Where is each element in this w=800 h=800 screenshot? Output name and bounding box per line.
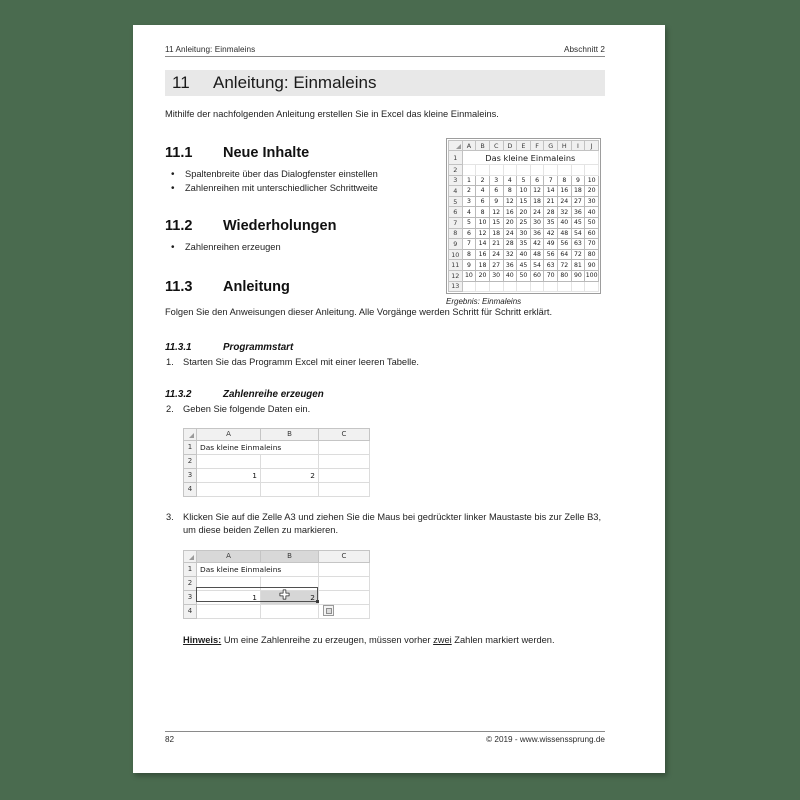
note-text-part1: Um eine Zahlenreihe zu erzeugen, müssen vorher xyxy=(221,634,434,645)
cell-f10[interactable]: 48 xyxy=(530,249,544,260)
cell-j6[interactable]: 40 xyxy=(585,207,599,218)
cell-g3[interactable]: 7 xyxy=(544,175,558,186)
cell-g10[interactable]: 56 xyxy=(544,249,558,260)
cell-a3[interactable]: 1 xyxy=(197,468,261,482)
table-row xyxy=(184,604,370,618)
column-header-b[interactable]: B xyxy=(261,428,319,440)
note-lead-label: Hinweis: xyxy=(183,634,222,645)
cell-b8[interactable]: 12 xyxy=(476,228,490,239)
cell-g7[interactable]: 35 xyxy=(544,217,558,228)
cell-empty[interactable] xyxy=(476,281,490,292)
cell-f3[interactable]: 6 xyxy=(530,175,544,186)
column-header-d[interactable]: D xyxy=(503,141,517,151)
cell-j12[interactable]: 100 xyxy=(585,272,598,280)
subsection-heading-zahlenreihe xyxy=(165,389,605,400)
cell-b4[interactable] xyxy=(261,604,319,618)
cell-c7[interactable]: 15 xyxy=(489,217,503,228)
running-header-right: Abschnitt 2 xyxy=(563,45,605,54)
column-header-a[interactable]: A xyxy=(197,428,261,440)
table-row xyxy=(184,440,370,454)
row-header-8[interactable]: 8 xyxy=(449,228,463,239)
column-header-row xyxy=(449,141,599,151)
cell-j9[interactable]: 70 xyxy=(585,239,599,250)
table-row xyxy=(449,239,599,250)
figure-einmaleins xyxy=(446,138,601,306)
cell-i4[interactable]: 18 xyxy=(571,186,585,197)
section-number-11-2: 11.2 xyxy=(165,218,193,235)
cell-f6[interactable]: 24 xyxy=(530,207,544,218)
cell-j8[interactable]: 60 xyxy=(585,228,599,239)
cell-empty[interactable] xyxy=(503,281,517,292)
cell-empty[interactable] xyxy=(517,281,531,292)
table-row xyxy=(449,196,599,207)
document-page xyxy=(133,25,665,773)
section-number-11-1: 11.1 xyxy=(165,145,193,162)
column-header-c[interactable]: C xyxy=(319,550,370,562)
note-text-part2: Zahlen markiert werden. xyxy=(451,634,555,645)
cell-i7[interactable]: 45 xyxy=(571,217,585,228)
cell-i6[interactable]: 36 xyxy=(571,207,585,218)
cell-c4[interactable]: 6 xyxy=(489,186,503,197)
cell-a12[interactable]: 10 xyxy=(462,270,476,281)
cell-a4[interactable] xyxy=(197,604,261,618)
table-row xyxy=(184,468,370,482)
cell-i3[interactable]: 9 xyxy=(571,175,585,186)
cell-b5[interactable]: 6 xyxy=(476,196,490,207)
row-header-2[interactable]: 2 xyxy=(184,454,197,468)
row-header-2[interactable]: 2 xyxy=(184,576,197,590)
cell-j5[interactable]: 30 xyxy=(585,196,599,207)
fill-handle[interactable] xyxy=(316,600,319,603)
cell-a3[interactable]: 1 xyxy=(462,175,476,186)
cell-d12[interactable]: 40 xyxy=(503,270,517,281)
section-title-11-2: Wiederholungen xyxy=(223,218,337,235)
cell-a2[interactable] xyxy=(197,576,261,590)
chapter-heading xyxy=(165,70,605,96)
column-header-b[interactable]: B xyxy=(261,550,319,562)
select-all-corner[interactable] xyxy=(184,550,197,562)
step-marker: 1. xyxy=(166,356,174,367)
autofill-options-icon[interactable] xyxy=(323,605,334,616)
figure-frame xyxy=(446,138,601,294)
row-header-4[interactable]: 4 xyxy=(184,604,197,618)
table-row xyxy=(449,281,599,292)
cell-b3[interactable]: 2 xyxy=(261,468,319,482)
column-header-f[interactable]: F xyxy=(530,141,544,151)
cell-e3[interactable]: 5 xyxy=(517,175,531,186)
column-header-e[interactable]: E xyxy=(517,141,531,151)
chapter-intro-paragraph: Mithilfe der nachfolgenden Anleitung erstellen Sie in Excel das kleine Einmaleins. xyxy=(165,109,499,119)
row-header-7[interactable]: 7 xyxy=(449,217,463,228)
table-row xyxy=(449,151,599,165)
cell-b2[interactable] xyxy=(261,576,319,590)
cell-empty[interactable] xyxy=(489,281,503,292)
row-header-4[interactable]: 4 xyxy=(184,482,197,496)
step-marker: 2. xyxy=(166,404,174,415)
select-all-corner[interactable] xyxy=(449,141,463,151)
cell-h9[interactable]: 56 xyxy=(558,239,572,250)
page-content xyxy=(165,45,605,645)
cell-a5[interactable]: 3 xyxy=(462,196,476,207)
cell-e5[interactable]: 15 xyxy=(517,196,531,207)
row-header-10[interactable]: 10 xyxy=(449,249,463,260)
numbered-step-1 xyxy=(165,356,605,369)
subsection-title-11-3-2: Zahlenreihe erzeugen xyxy=(223,389,324,401)
cell-e11[interactable]: 45 xyxy=(517,260,531,271)
cell-c5[interactable]: 9 xyxy=(489,196,503,207)
cell-e10[interactable]: 40 xyxy=(517,249,531,260)
row-header-5[interactable]: 5 xyxy=(449,196,463,207)
column-header-row xyxy=(184,550,370,562)
row-header-1[interactable]: 1 xyxy=(184,562,197,576)
cell-empty[interactable] xyxy=(489,165,503,176)
cell-h4[interactable]: 16 xyxy=(558,186,572,197)
cell-empty[interactable] xyxy=(558,165,572,176)
cell-a4[interactable] xyxy=(197,482,261,496)
column-header-a[interactable]: A xyxy=(197,550,261,562)
cell-d4[interactable]: 8 xyxy=(503,186,517,197)
cell-b3[interactable]: 2 xyxy=(476,175,490,186)
cell-c1[interactable] xyxy=(319,562,370,576)
cell-g8[interactable]: 42 xyxy=(544,228,558,239)
cell-e9[interactable]: 35 xyxy=(517,239,531,250)
cell-d3[interactable]: 4 xyxy=(503,175,517,186)
cell-empty[interactable] xyxy=(530,281,544,292)
cell-title-merged[interactable]: Das kleine Einmaleins xyxy=(462,151,598,165)
cell-g4[interactable]: 14 xyxy=(544,186,558,197)
subsection-number-11-3-1: 11.3.1 xyxy=(165,341,192,353)
cell-j10[interactable]: 80 xyxy=(585,249,599,260)
cell-e8[interactable]: 30 xyxy=(517,228,531,239)
spreadsheet-grid[interactable] xyxy=(183,428,370,497)
cell-i11[interactable]: 81 xyxy=(571,260,585,271)
step-text: Klicken Sie auf die Zelle A3 und ziehen Sie die Maus bei gedrückter linker Maustaste bis zur Zelle B3, um diese beiden Zellen zu markieren. xyxy=(183,511,602,536)
cell-f5[interactable]: 18 xyxy=(530,196,544,207)
row-header-12[interactable]: 12 xyxy=(449,270,463,281)
cell-a4[interactable]: 2 xyxy=(462,186,476,197)
row-header-1[interactable]: 1 xyxy=(449,151,463,165)
cell-d8[interactable]: 24 xyxy=(503,228,517,239)
running-header xyxy=(165,45,605,57)
row-header-13[interactable]: 13 xyxy=(449,281,463,292)
cell-d9[interactable]: 28 xyxy=(503,239,517,250)
cell-c6[interactable]: 12 xyxy=(489,207,503,218)
row-header-3[interactable]: 3 xyxy=(184,468,197,482)
cell-e6[interactable]: 20 xyxy=(517,207,531,218)
cell-i10[interactable]: 72 xyxy=(571,249,585,260)
running-header-left: 11 Anleitung: Einmaleins xyxy=(165,45,256,54)
cell-h10[interactable]: 64 xyxy=(558,249,572,260)
cell-empty[interactable] xyxy=(462,281,476,292)
cell-j11[interactable]: 90 xyxy=(585,260,599,271)
hinweis-note xyxy=(183,635,605,645)
cell-d11[interactable]: 36 xyxy=(503,260,517,271)
cell-g5[interactable]: 21 xyxy=(544,196,558,207)
chapter-title: Anleitung: Einmaleins xyxy=(213,73,377,92)
cell-empty[interactable] xyxy=(530,165,544,176)
cell-i9[interactable]: 63 xyxy=(571,239,585,250)
cell-b12[interactable]: 20 xyxy=(476,270,490,281)
cell-e7[interactable]: 25 xyxy=(517,217,531,228)
column-header-c[interactable]: C xyxy=(319,428,370,440)
row-header-11[interactable]: 11 xyxy=(449,260,463,271)
column-header-i[interactable]: I xyxy=(571,141,585,151)
table-row xyxy=(449,260,599,271)
cell-g11[interactable]: 63 xyxy=(544,260,558,271)
table-row xyxy=(184,562,370,576)
cell-h5[interactable]: 24 xyxy=(558,196,572,207)
cell-i12[interactable]: 90 xyxy=(571,270,585,281)
cell-f12[interactable]: 60 xyxy=(530,270,544,281)
step-text: Geben Sie folgende Daten ein. xyxy=(183,404,311,415)
cell-c8[interactable]: 18 xyxy=(489,228,503,239)
cell-h3[interactable]: 8 xyxy=(558,175,572,186)
list-item: • Spaltenbreite über das Dialogfenster einstellen xyxy=(165,168,605,182)
cell-f7[interactable]: 30 xyxy=(530,217,544,228)
section-number-11-3: 11.3 xyxy=(165,279,193,296)
cell-a8[interactable]: 6 xyxy=(462,228,476,239)
cell-b4[interactable]: 4 xyxy=(476,186,490,197)
cell-a1[interactable]: Das kleine Einmaleins xyxy=(197,562,319,576)
table-row xyxy=(184,482,370,496)
cell-b7[interactable]: 10 xyxy=(476,217,490,228)
cell-c12[interactable]: 30 xyxy=(489,270,503,281)
cell-empty[interactable] xyxy=(476,165,490,176)
row-header-3[interactable]: 3 xyxy=(449,175,463,186)
cell-d6[interactable]: 16 xyxy=(503,207,517,218)
cell-a3[interactable]: 1 xyxy=(197,590,261,604)
cell-h8[interactable]: 48 xyxy=(558,228,572,239)
numbered-step-2 xyxy=(165,403,605,416)
table-row xyxy=(449,228,599,239)
subsection-number-11-3-2: 11.3.2 xyxy=(165,389,192,401)
cell-c3[interactable] xyxy=(319,468,370,482)
cell-h12[interactable]: 80 xyxy=(558,270,572,281)
cell-b4[interactable] xyxy=(261,482,319,496)
cell-e12[interactable]: 50 xyxy=(517,270,531,281)
column-header-b[interactable]: B xyxy=(476,141,490,151)
cell-empty[interactable] xyxy=(558,281,572,292)
table-row xyxy=(449,165,599,176)
document-footer xyxy=(165,731,605,744)
cell-h11[interactable]: 72 xyxy=(558,260,572,271)
cell-c1[interactable] xyxy=(319,440,370,454)
cell-f11[interactable]: 54 xyxy=(530,260,544,271)
table-row xyxy=(449,249,599,260)
cell-empty[interactable] xyxy=(544,281,558,292)
cell-empty[interactable] xyxy=(462,165,476,176)
column-header-c[interactable]: C xyxy=(489,141,503,151)
cell-c2[interactable] xyxy=(319,454,370,468)
table-row xyxy=(449,217,599,228)
cell-d10[interactable]: 32 xyxy=(503,249,517,260)
cell-b6[interactable]: 8 xyxy=(476,207,490,218)
cell-c3[interactable] xyxy=(319,590,370,604)
cell-empty[interactable] xyxy=(585,165,599,176)
cell-g9[interactable]: 49 xyxy=(544,239,558,250)
cell-e4[interactable]: 10 xyxy=(517,186,531,197)
cell-empty[interactable] xyxy=(585,281,599,292)
mini-spreadsheet-1 xyxy=(183,428,605,497)
cell-b3[interactable]: 2 xyxy=(261,590,319,604)
column-header-a[interactable]: A xyxy=(462,141,476,151)
cell-j4[interactable]: 20 xyxy=(585,186,599,197)
cell-a9[interactable]: 7 xyxy=(462,239,476,250)
cell-a6[interactable]: 4 xyxy=(462,207,476,218)
numbered-step-3 xyxy=(165,511,605,538)
cell-i5[interactable]: 27 xyxy=(571,196,585,207)
row-header-3[interactable]: 3 xyxy=(184,590,197,604)
cell-f9[interactable]: 42 xyxy=(530,239,544,250)
cell-d5[interactable]: 12 xyxy=(503,196,517,207)
cell-a1[interactable]: Das kleine Einmaleins xyxy=(197,440,319,454)
cell-g12[interactable]: 70 xyxy=(544,270,558,281)
table-row xyxy=(184,454,370,468)
cell-empty[interactable] xyxy=(517,165,531,176)
cell-h7[interactable]: 40 xyxy=(558,217,572,228)
cell-empty[interactable] xyxy=(571,281,585,292)
cell-c3[interactable]: 3 xyxy=(489,175,503,186)
cell-b2[interactable] xyxy=(261,454,319,468)
table-row xyxy=(449,175,599,186)
cell-b11[interactable]: 18 xyxy=(476,260,490,271)
section-title-11-1: Neue Inhalte xyxy=(223,145,310,162)
column-header-j[interactable]: J xyxy=(585,141,599,151)
row-header-1[interactable]: 1 xyxy=(184,440,197,454)
cell-b9[interactable]: 14 xyxy=(476,239,490,250)
table-row xyxy=(449,186,599,197)
cell-a7[interactable]: 5 xyxy=(462,217,476,228)
cell-a11[interactable]: 9 xyxy=(462,260,476,271)
figure-caption: Ergebnis: Einmaleins xyxy=(446,297,522,307)
step-text: Starten Sie das Programm Excel mit einer leeren Tabelle. xyxy=(183,356,419,367)
cell-c4[interactable] xyxy=(319,482,370,496)
subsection-heading-programmstart xyxy=(165,342,605,353)
cell-c10[interactable]: 24 xyxy=(489,249,503,260)
cell-h6[interactable]: 32 xyxy=(558,207,572,218)
cell-empty[interactable] xyxy=(503,165,517,176)
row-header-6[interactable]: 6 xyxy=(449,207,463,218)
select-all-corner[interactable] xyxy=(184,428,197,440)
cell-i8[interactable]: 54 xyxy=(571,228,585,239)
multiplication-spreadsheet[interactable] xyxy=(448,140,599,292)
cell-c9[interactable]: 21 xyxy=(489,239,503,250)
cell-empty[interactable] xyxy=(571,165,585,176)
multiplication-table-body xyxy=(449,151,599,292)
column-header-g[interactable]: G xyxy=(544,141,558,151)
table-row xyxy=(184,576,370,590)
table-row xyxy=(449,207,599,218)
footer-page-number: 82 xyxy=(165,735,175,744)
cell-c11[interactable]: 27 xyxy=(489,260,503,271)
spreadsheet-grid[interactable] xyxy=(183,550,370,619)
section-title-11-3: Anleitung xyxy=(223,279,290,296)
table-row xyxy=(184,590,370,604)
cell-f8[interactable]: 36 xyxy=(530,228,544,239)
note-emphasis-zwei: zwei xyxy=(433,634,452,645)
subsection-title-11-3-1: Programmstart xyxy=(223,341,294,353)
column-header-h[interactable]: H xyxy=(558,141,572,151)
row-header-4[interactable]: 4 xyxy=(449,186,463,197)
cell-a10[interactable]: 8 xyxy=(462,249,476,260)
chapter-number: 11 xyxy=(172,73,190,92)
cell-a2[interactable] xyxy=(197,454,261,468)
cell-j3[interactable]: 10 xyxy=(585,175,599,186)
cell-g6[interactable]: 28 xyxy=(544,207,558,218)
row-header-2[interactable]: 2 xyxy=(449,165,463,176)
section-intro-anleitung: Folgen Sie den Anweisungen dieser Anleitung. Alle Vorgänge werden Schritt für Schritt erklärt. xyxy=(165,307,553,318)
list-item: • Zahlenreihen mit unterschiedlicher Schrittweite xyxy=(165,182,605,196)
step-marker: 3. xyxy=(166,511,174,522)
table-row xyxy=(449,270,599,281)
row-header-9[interactable]: 9 xyxy=(449,239,463,250)
mini-spreadsheet-2 xyxy=(183,550,605,619)
list-item: • Zahlenreihen erzeugen xyxy=(165,241,605,255)
cell-f4[interactable]: 12 xyxy=(530,186,544,197)
cell-c2[interactable] xyxy=(319,576,370,590)
cell-empty[interactable] xyxy=(544,165,558,176)
cell-d7[interactable]: 20 xyxy=(503,217,517,228)
cell-b10[interactable]: 16 xyxy=(476,249,490,260)
column-header-row xyxy=(184,428,370,440)
footer-copyright: © 2019 - www.wissenssprung.de xyxy=(486,735,605,744)
cell-j7[interactable]: 50 xyxy=(585,217,599,228)
